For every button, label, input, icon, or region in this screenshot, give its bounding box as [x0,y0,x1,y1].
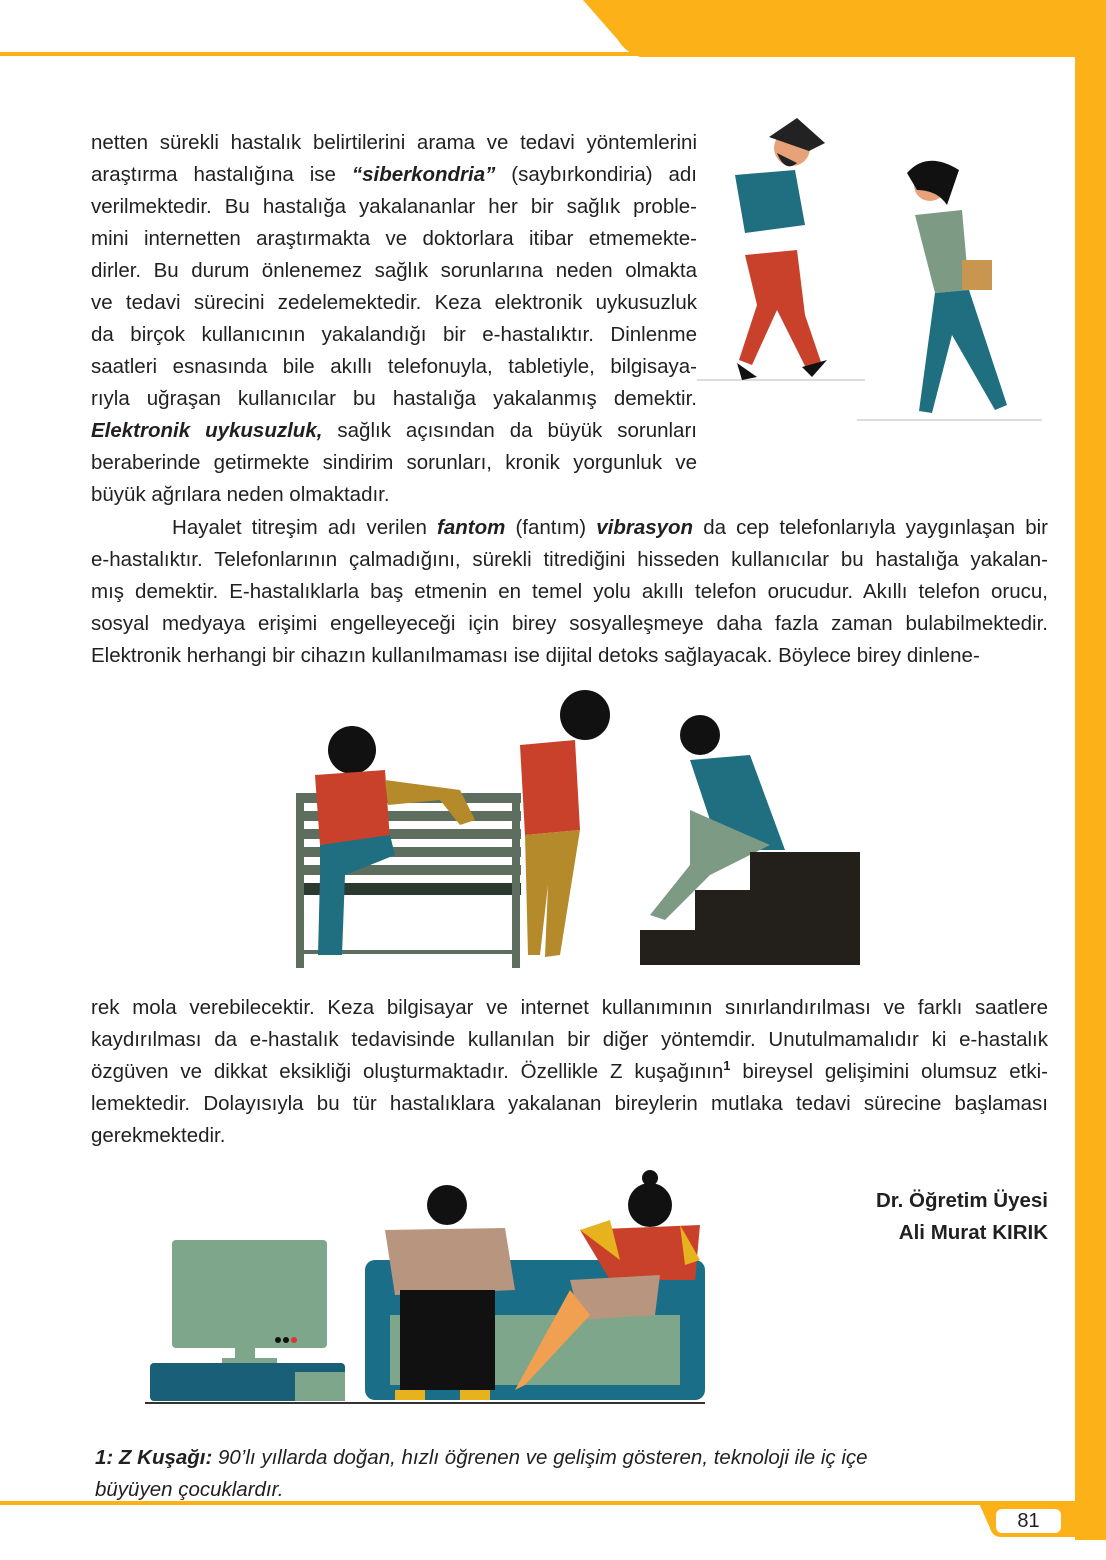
text-line [91,415,697,447]
text-segment: ve tedavi sürecini zedelemektedir. Keza elektronik uykusuzluk [91,291,697,314]
footnote [95,1442,955,1506]
footnote-text-continued: büyüyen çocuklardır. [95,1478,284,1501]
text-segment: gerekmektedir. [91,1124,226,1147]
text-segment: Hayalet titreşim adı verilen [91,516,437,539]
author-name: Ali Murat KIRIK [898,1221,1048,1244]
text-segment: mış demektir. E-hastalıklarla baş etmenin en temel yolu akıllı telefon orucudur. Akıllı telefon orucu, [91,580,1048,603]
text-line [91,223,697,255]
text-segment: bireysel gelişimini olumsuz etki- [730,1060,1048,1083]
footnote-label: 1: Z Kuşağı: [95,1446,213,1469]
text-line [91,544,1048,576]
author-block [876,1185,1048,1249]
text-segment: (fantım) [505,516,597,539]
emphasized-term: fantom [437,516,506,539]
text-segment: kaydırılması da e-hastalık tedavisinde kullanılan bir diğer yöntemdir. Unutulmamalıdır ki e-hastalık [91,1028,1048,1051]
illustration-walking-people-with-phones [697,115,1047,425]
text-line [91,191,697,223]
text-line [91,512,1048,544]
text-segment: Elektronik herhangi bir cihazın kullanılmaması ise dijital detoks sağlayacak. Böylece birey dinlene- [91,644,980,667]
text-segment: netten sürekli hastalık belirtilerini arama ve tedavi yöntemlerini [91,131,697,154]
text-segment: saatleri esnasında bile akıllı telefonuyla, tabletiyle, bilgisaya- [91,355,697,378]
text-line [91,1056,1048,1088]
text-segment: rıyla uğraşan kullanıcılar bu hastalığa yakalanmış demektir. [91,387,697,410]
text-segment: sosyal medyaya erişimi engelleyeceği için birey sosyalleşmeye daha fazla zaman bulabilmektedir. [91,612,1048,635]
text-line [91,640,1048,672]
text-segment: e-hastalıktır. Telefonlarının çalmadığını, sürekli titrediğini hisseden kullanıcılar bu hastalığa yakalan- [91,548,1048,571]
text-line [91,447,697,479]
text-segment: mini internetten araştırmakta ve doktorlara itibar etmemekte- [91,227,697,250]
emphasized-term: “siberkondria” [351,163,496,186]
text-line [91,159,697,191]
text-segment: dirler. Bu durum önlenemez sağlık sorunlarına neden olmakta [91,259,697,282]
text-line [91,351,697,383]
text-segment: (saybırkondiria) adı [495,163,697,186]
text-line [91,383,697,415]
text-line [91,319,697,351]
page-number: 81 [996,1509,1061,1533]
text-segment: büyük ağrılara neden olmaktadır. [91,483,390,506]
text-segment: verilmektedir. Bu hastalığa yakalananlar her bir sağlık proble- [91,195,697,218]
footnote-ref: 1 [723,1058,731,1074]
text-line [91,1120,1048,1152]
text-line [91,1024,1048,1056]
text-line [91,479,697,511]
text-segment: özgüven ve dikkat eksikliği oluşturmaktadır. Özellikle Z kuşağının [91,1060,724,1083]
illustration-people-on-couch-with-phones [140,1150,720,1410]
text-segment: lemektedir. Dolayısıyla bu tür hastalıklara yakalanan bireylerin mutlaka tedavi sürecine başlaması [91,1092,1048,1115]
emphasized-term: vibrasyon [596,516,694,539]
text-line [91,992,1048,1024]
illustration-people-bench-stairs-phones [290,685,870,975]
text-line [91,1088,1048,1120]
text-segment: araştırma hastalığına ise [91,163,352,186]
text-line [91,576,1048,608]
text-segment: da cep telefonlarıyla yaygınlaşan bir [693,516,1048,539]
text-line [91,255,697,287]
text-segment: sağlık açısından da büyük sorunları [322,419,697,442]
emphasized-term: Elektronik uykusuzluk, [91,419,323,442]
text-segment: beraberinde getirmekte sindirim sorunları, kronik yorgunluk ve [91,451,697,474]
text-line [91,608,1048,640]
text-segment: da birçok kullanıcının yakalandığı bir e-hastalıktır. Dinlenme [91,323,697,346]
text-segment: rek mola verebilecektir. Keza bilgisayar ve internet kullanımının sınırlandırılması ve farklı saatlere [91,996,1048,1019]
footnote-text: 90’lı yıllarda doğan, hızlı öğrenen ve gelişim gösteren, teknoloji ile iç içe [212,1446,868,1469]
author-title: Dr. Öğretim Üyesi [875,1189,1048,1212]
text-line [91,287,697,319]
text-line [91,127,697,159]
